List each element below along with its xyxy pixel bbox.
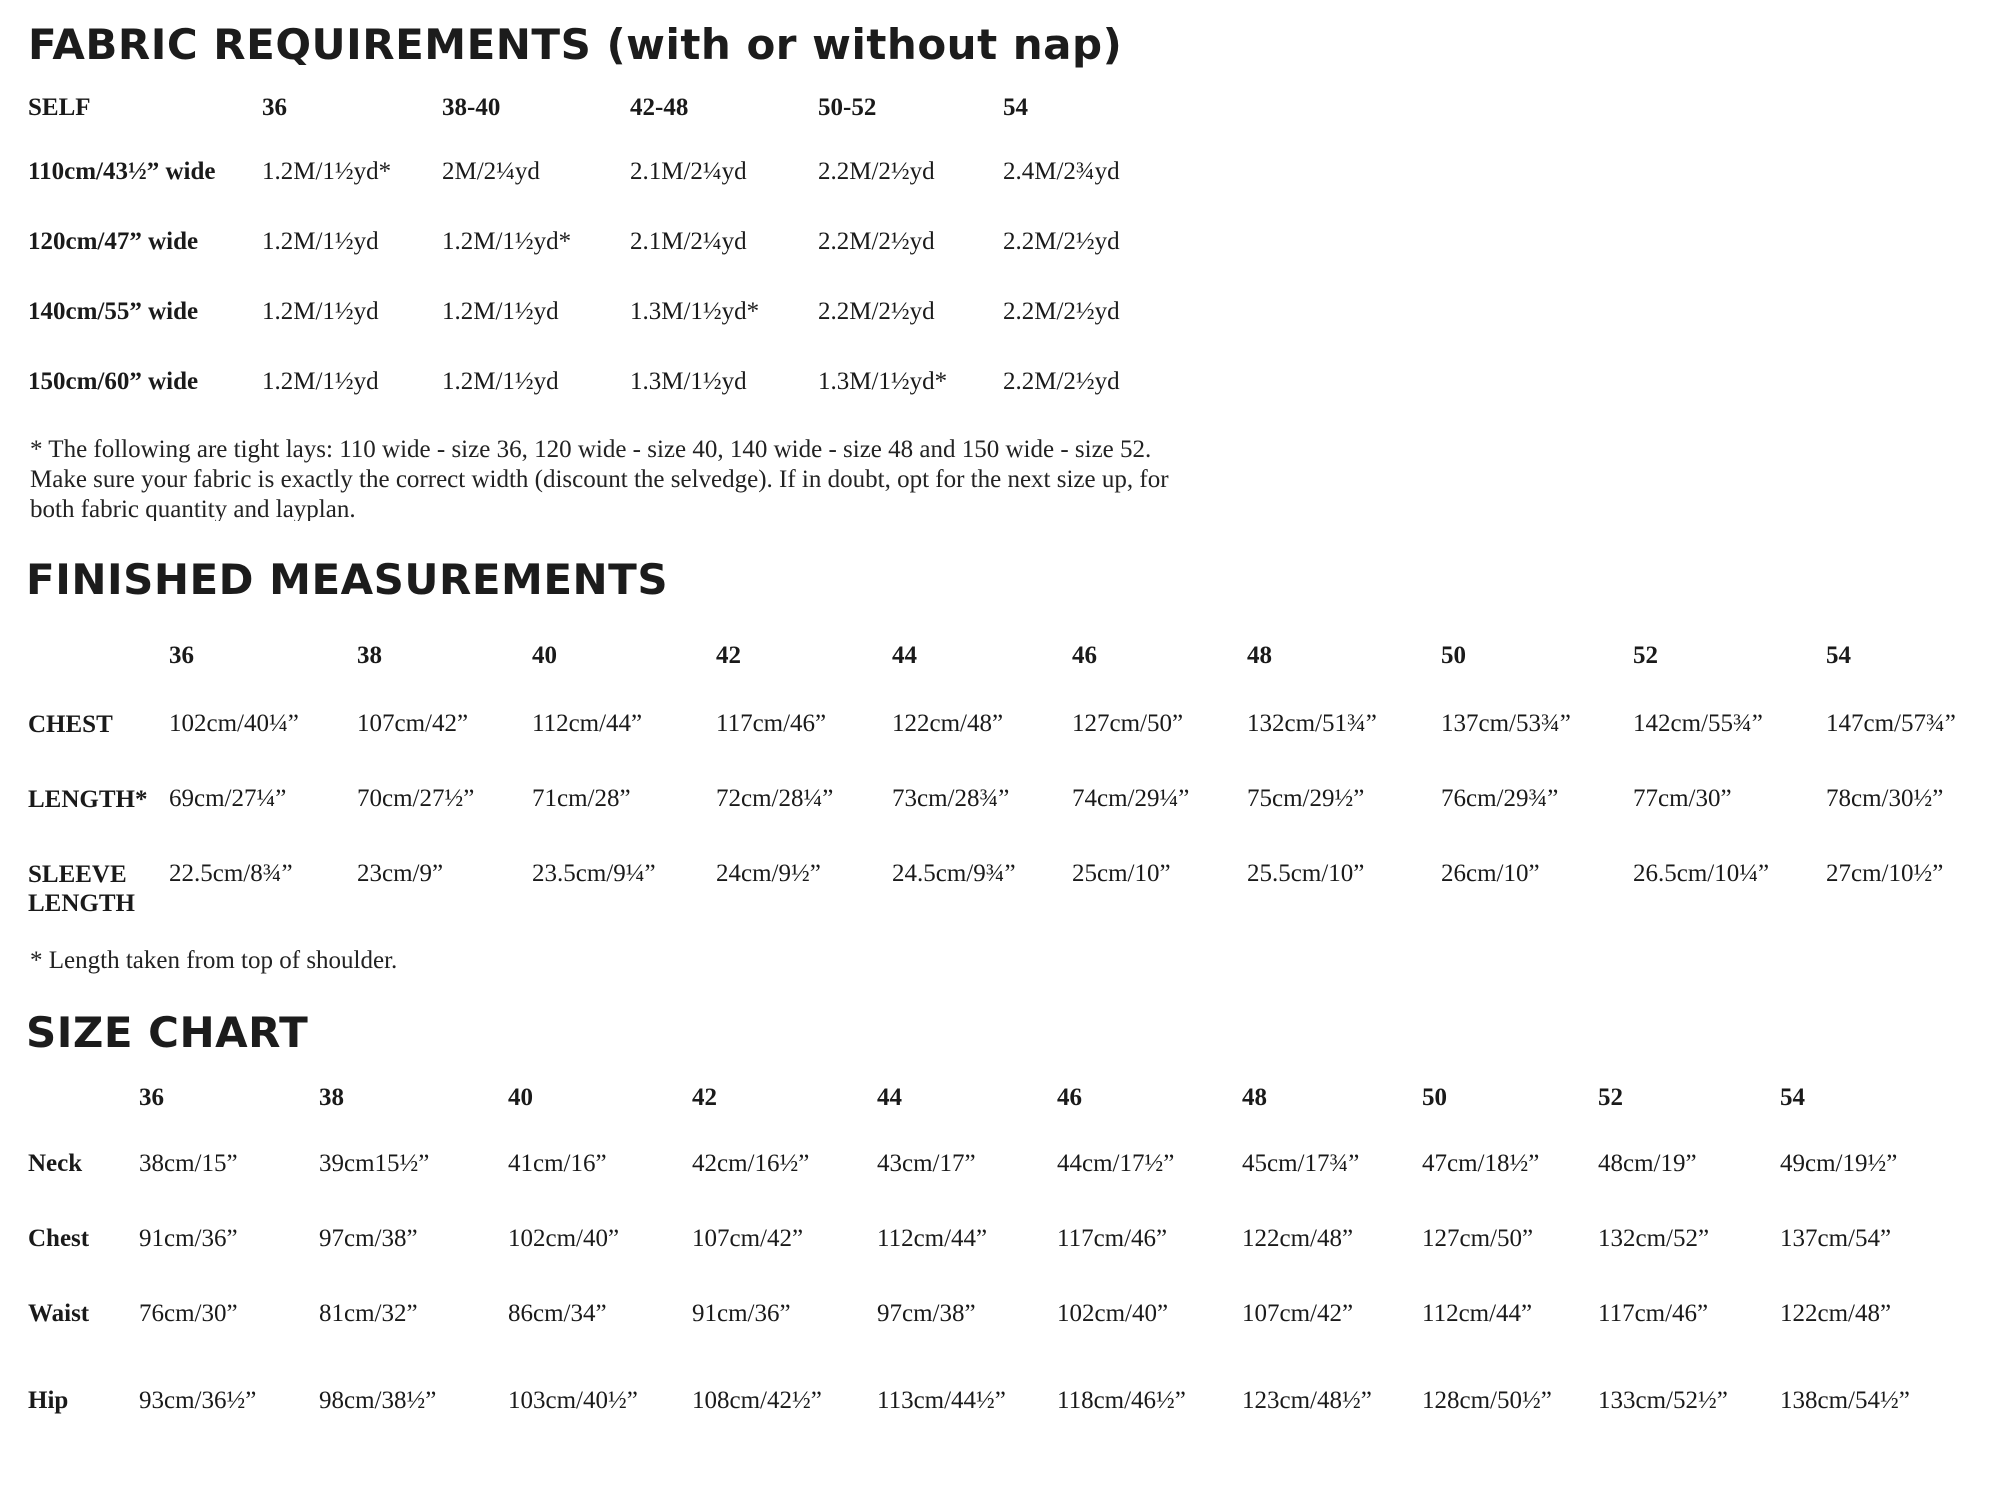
table-cell: 76cm/29¾” <box>1441 785 1559 812</box>
row-label: Hip <box>28 1387 69 1414</box>
finished-measurements-title: FINISHED MEASUREMENTS <box>26 555 669 604</box>
table-cell: 93cm/36½” <box>139 1387 257 1414</box>
table-cell: 41cm/16” <box>508 1150 607 1177</box>
table-cell: 25cm/10” <box>1072 860 1171 887</box>
table-cell: 2.2M/2½yd <box>1003 298 1120 325</box>
table-cell: 123cm/48½” <box>1242 1387 1372 1414</box>
size-header: 48 <box>1247 642 1272 669</box>
table-cell: 132cm/51¾” <box>1247 710 1377 737</box>
table-header-row <box>28 642 1996 710</box>
table-cell: 2.1M/2¼yd <box>630 228 747 255</box>
table-cell: 25.5cm/10” <box>1247 860 1365 887</box>
table-cell: 107cm/42” <box>1242 1300 1354 1327</box>
size-header: 44 <box>892 642 917 669</box>
finished-measurements-table <box>28 642 1996 935</box>
table-cell: 1.2M/1½yd <box>442 368 559 395</box>
table-cell: 1.3M/1½yd* <box>630 298 760 325</box>
size-header: 38-40 <box>442 94 501 121</box>
row-label: SLEEVE LENGTH <box>28 861 135 917</box>
table-cell: 2.2M/2½yd <box>1003 228 1120 255</box>
fabric-requirements-title: FABRIC REQUIREMENTS (with or without nap) <box>28 20 1123 69</box>
table-cell: 91cm/36” <box>139 1225 238 1252</box>
table-cell: 23.5cm/9¼” <box>532 860 656 887</box>
table-cell: 142cm/55¾” <box>1633 710 1763 737</box>
table-cell: 71cm/28” <box>532 785 631 812</box>
table-cell: 74cm/29¼” <box>1072 785 1190 812</box>
table-cell: 24cm/9½” <box>716 860 821 887</box>
table-cell: 1.2M/1½yd* <box>262 158 392 185</box>
table-cell: 1.2M/1½yd <box>262 298 379 325</box>
table-cell: 128cm/50½” <box>1422 1387 1552 1414</box>
table-cell: 127cm/50” <box>1422 1225 1534 1252</box>
corner-label: SELF <box>28 94 91 121</box>
table-cell: 112cm/44” <box>877 1225 988 1252</box>
table-cell: 113cm/44½” <box>877 1387 1006 1414</box>
table-cell: 98cm/38½” <box>319 1387 437 1414</box>
table-cell: 26cm/10” <box>1441 860 1540 887</box>
table-cell: 112cm/44” <box>1422 1300 1533 1327</box>
table-cell: 137cm/53¾” <box>1441 710 1571 737</box>
fabric-requirements-table <box>28 94 1188 438</box>
table-cell: 122cm/48” <box>892 710 1004 737</box>
size-header: 42 <box>716 642 741 669</box>
table-cell: 1.2M/1½yd <box>442 298 559 325</box>
table-cell: 1.3M/1½yd <box>630 368 747 395</box>
table-cell: 1.2M/1½yd* <box>442 228 572 255</box>
table-cell: 103cm/40½” <box>508 1387 638 1414</box>
table-cell: 45cm/17¾” <box>1242 1150 1360 1177</box>
table-header-row <box>28 94 1188 158</box>
table-cell: 86cm/34” <box>508 1300 607 1327</box>
table-cell: 2.2M/2½yd <box>818 228 935 255</box>
table-cell: 77cm/30” <box>1633 785 1732 812</box>
table-cell: 1.3M/1½yd* <box>818 368 948 395</box>
table-cell: 117cm/46” <box>716 710 827 737</box>
row-label: LENGTH* <box>28 786 148 813</box>
size-header: 42-48 <box>630 94 689 121</box>
corner-cell <box>28 1084 139 1150</box>
table-cell: 138cm/54½” <box>1780 1387 1910 1414</box>
size-header: 36 <box>139 1084 164 1111</box>
table-cell: 38cm/15” <box>139 1150 238 1177</box>
table-cell: 117cm/46” <box>1598 1300 1709 1327</box>
row-label: 110cm/43½” wide <box>28 158 216 185</box>
table-cell: 75cm/29½” <box>1247 785 1365 812</box>
table-row <box>28 785 1996 860</box>
table-row <box>28 368 1188 438</box>
table-cell: 132cm/52” <box>1598 1225 1710 1252</box>
length-note: * Length taken from top of shoulder. <box>30 947 398 974</box>
size-header: 36 <box>169 642 194 669</box>
table-cell: 81cm/32” <box>319 1300 418 1327</box>
table-cell: 118cm/46½” <box>1057 1387 1186 1414</box>
size-header: 50 <box>1441 642 1466 669</box>
table-cell: 24.5cm/9¾” <box>892 860 1016 887</box>
size-header: 48 <box>1242 1084 1267 1111</box>
table-cell: 73cm/28¾” <box>892 785 1010 812</box>
table-cell: 2.2M/2½yd <box>818 158 935 185</box>
table-cell: 69cm/27¼” <box>169 785 287 812</box>
table-cell: 78cm/30½” <box>1826 785 1944 812</box>
table-row <box>28 1375 1950 1465</box>
table-cell: 76cm/30” <box>139 1300 238 1327</box>
table-cell: 42cm/16½” <box>692 1150 810 1177</box>
row-label: Chest <box>28 1225 90 1252</box>
table-cell: 2.2M/2½yd <box>818 298 935 325</box>
size-header: 54 <box>1826 642 1851 669</box>
table-cell: 107cm/42” <box>692 1225 804 1252</box>
row-label: CHEST <box>28 711 113 738</box>
row-label: Waist <box>28 1300 90 1327</box>
row-label: 150cm/60” wide <box>28 368 199 395</box>
size-header: 38 <box>319 1084 344 1111</box>
row-label: 120cm/47” wide <box>28 228 199 255</box>
table-cell: 49cm/19½” <box>1780 1150 1898 1177</box>
table-row <box>28 1225 1950 1300</box>
table-cell: 43cm/17” <box>877 1150 976 1177</box>
table-cell: 1.2M/1½yd <box>262 368 379 395</box>
table-row <box>28 1300 1950 1375</box>
table-cell: 122cm/48” <box>1780 1300 1892 1327</box>
size-chart-title: SIZE CHART <box>26 1008 309 1057</box>
note-line: both fabric quantity and layplan. <box>30 496 356 521</box>
size-header: 38 <box>357 642 382 669</box>
table-cell: 39cm15½” <box>319 1150 430 1177</box>
table-cell: 2.2M/2½yd <box>1003 368 1120 395</box>
table-cell: 70cm/27½” <box>357 785 475 812</box>
table-cell: 137cm/54” <box>1780 1225 1892 1252</box>
table-cell: 2.1M/2¼yd <box>630 158 747 185</box>
table-cell: 48cm/19” <box>1598 1150 1697 1177</box>
note-line: * The following are tight lays: 110 wide - size 36, 120 wide - size 40, 140 wide - size 48 and 150 wide - size 52. <box>30 436 1152 463</box>
table-cell: 147cm/57¾” <box>1826 710 1956 737</box>
table-cell: 2.4M/2¾yd <box>1003 158 1120 185</box>
table-row <box>28 860 1996 935</box>
row-label: 140cm/55” wide <box>28 298 199 325</box>
size-header: 42 <box>692 1084 717 1111</box>
table-cell: 108cm/42½” <box>692 1387 822 1414</box>
table-row <box>28 298 1188 368</box>
corner-cell <box>28 642 169 710</box>
table-cell: 72cm/28¼” <box>716 785 834 812</box>
table-row <box>28 228 1188 298</box>
table-row <box>28 710 1996 785</box>
tight-lays-note <box>30 435 1220 521</box>
size-header: 46 <box>1072 642 1097 669</box>
row-label: Neck <box>28 1150 83 1177</box>
table-header-row <box>28 1084 1950 1150</box>
table-cell: 127cm/50” <box>1072 710 1184 737</box>
table-cell: 117cm/46” <box>1057 1225 1168 1252</box>
size-header: 44 <box>877 1084 902 1111</box>
table-cell: 102cm/40” <box>508 1225 620 1252</box>
size-header: 54 <box>1780 1084 1805 1111</box>
table-cell: 27cm/10½” <box>1826 860 1944 887</box>
table-row <box>28 1150 1950 1225</box>
table-cell: 97cm/38” <box>319 1225 418 1252</box>
size-header: 36 <box>262 94 287 121</box>
table-cell: 112cm/44” <box>532 710 643 737</box>
table-row <box>28 158 1188 228</box>
size-header: 50-52 <box>818 94 877 121</box>
size-header: 52 <box>1633 642 1658 669</box>
size-header: 54 <box>1003 94 1028 121</box>
table-cell: 102cm/40” <box>1057 1300 1169 1327</box>
note-line: Make sure your fabric is exactly the correct width (discount the selvedge). If in doubt, opt for the next size up, for <box>30 466 1169 493</box>
table-cell: 2M/2¼yd <box>442 158 540 185</box>
size-header: 40 <box>508 1084 533 1111</box>
table-cell: 1.2M/1½yd <box>262 228 379 255</box>
size-header: 46 <box>1057 1084 1082 1111</box>
table-cell: 122cm/48” <box>1242 1225 1354 1252</box>
table-cell: 22.5cm/8¾” <box>169 860 293 887</box>
table-cell: 97cm/38” <box>877 1300 976 1327</box>
table-cell: 107cm/42” <box>357 710 469 737</box>
table-cell: 133cm/52½” <box>1598 1387 1728 1414</box>
size-chart-table <box>28 1084 1950 1465</box>
table-cell: 102cm/40¼” <box>169 710 299 737</box>
size-header: 52 <box>1598 1084 1623 1111</box>
table-cell: 23cm/9” <box>357 860 444 887</box>
size-header: 40 <box>532 642 557 669</box>
table-cell: 44cm/17½” <box>1057 1150 1175 1177</box>
table-cell: 91cm/36” <box>692 1300 791 1327</box>
size-header: 50 <box>1422 1084 1447 1111</box>
table-cell: 47cm/18½” <box>1422 1150 1540 1177</box>
table-cell: 26.5cm/10¼” <box>1633 860 1770 887</box>
